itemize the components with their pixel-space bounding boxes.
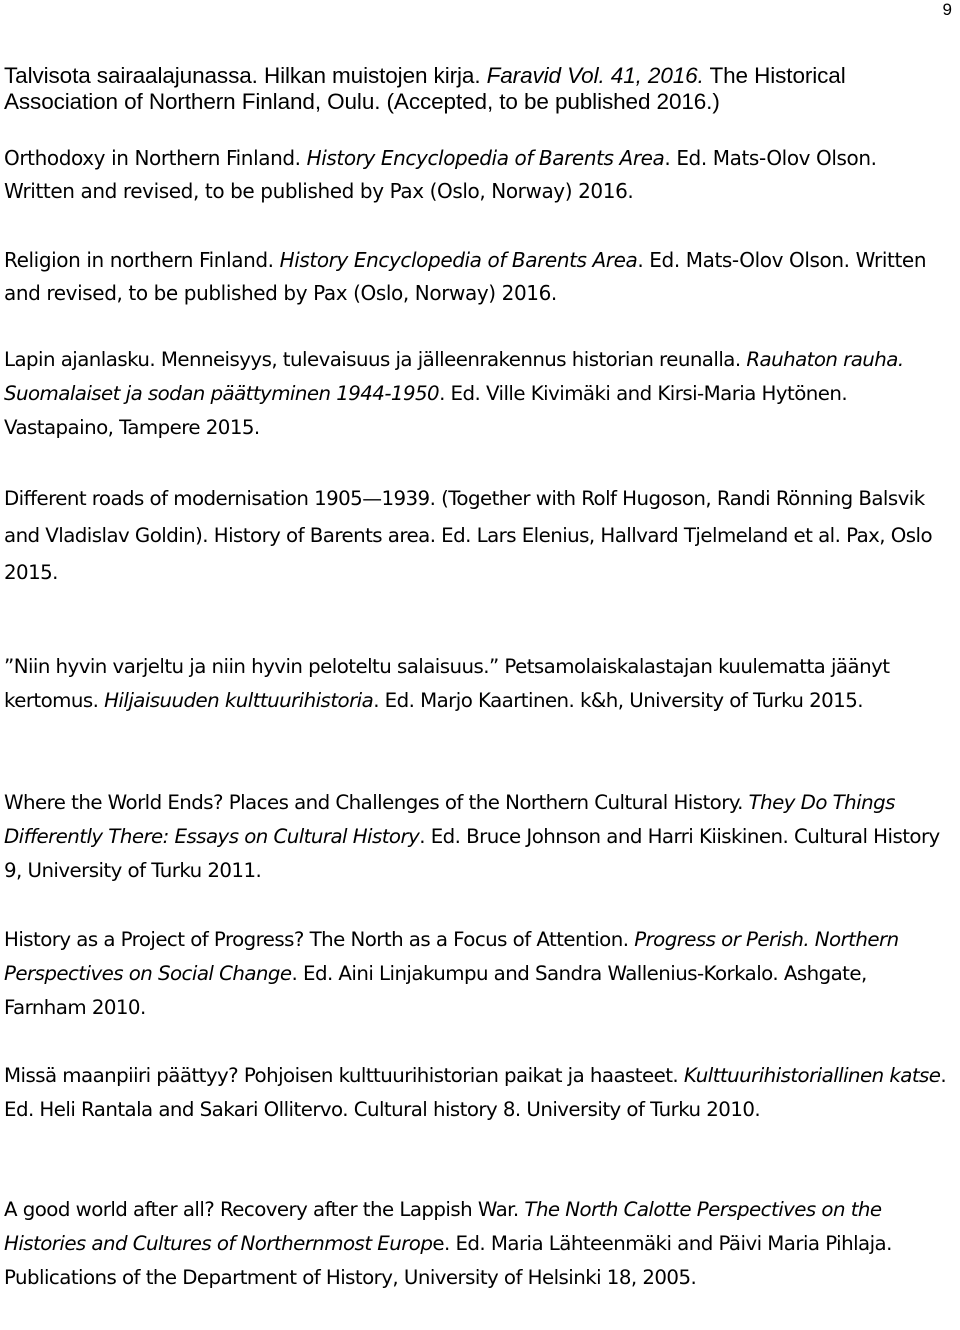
entry-publication: Kulttuurihistoriallinen katse <box>683 1064 941 1087</box>
entry-details: e. Ed. Maria Lähteenmäki and Päivi Maria Pihlaja. Publications of the Department of History, University of Helsinki 18, 2005. <box>4 1232 892 1289</box>
entry-publication: Rauhaton rauha. Suomalaiset ja sodan päättyminen 1944-1950 <box>4 348 904 405</box>
entry-details: . Ed. Mats-Olov Olson. Written and revised, to be published by Pax (Oslo, Norway) 2016. <box>4 248 927 305</box>
page-number: 9 <box>942 0 952 19</box>
entry-publication: They Do Things Differently There: Essays on Cultural History <box>4 791 895 848</box>
entry-details: . Ed. Mats-Olov Olson. Written and revised, to be published by Pax (Oslo, Norway) 2016. <box>4 146 877 203</box>
entry-details: . Ed. Heli Rantala and Sakari Ollitervo. Cultural history 8. University of Turku 2010. <box>4 1064 947 1121</box>
entry-publication: Progress or Perish. Northern Perspectives on Social Change <box>4 928 899 985</box>
entry-title: Lapin ajanlasku. Menneisyys, tulevaisuus ja jälleenrakennus historian reunalla. <box>4 348 747 371</box>
entry-details: The Historical Association of Northern Finland, Oulu. (Accepted, to be published 2016.) <box>4 63 846 114</box>
bibliography-entry <box>4 244 949 310</box>
entry-title: Talvisota sairaalajunassa. Hilkan muistojen kirja. <box>4 63 487 88</box>
entry-details: . Ed. Bruce Johnson and Harri Kiiskinen. Cultural History 9, University of Turku 2011. <box>4 825 940 882</box>
bibliography-entry <box>4 1193 949 1295</box>
bibliography-entry <box>4 142 949 208</box>
bibliography-entry <box>4 923 949 1025</box>
entry-title: Where the World Ends? Places and Challenges of the Northern Cultural History. <box>4 791 749 814</box>
entry-title: Missä maanpiiri päättyy? Pohjoisen kulttuurihistorian paikat ja haasteet. <box>4 1064 684 1087</box>
bibliography-entry <box>4 343 949 445</box>
bibliography-entry <box>4 480 949 591</box>
entry-details: . Ed. Ville Kivimäki and Kirsi-Maria Hytönen. Vastapaino, Tampere 2015. <box>4 382 848 439</box>
bibliography-entry <box>4 786 949 888</box>
entry-publication: History Encyclopedia of Barents Area <box>279 248 638 272</box>
entry-publication: History Encyclopedia of Barents Area <box>306 146 665 170</box>
entry-details: . Ed. Aini Linjakumpu and Sandra Wallenius-Korkalo. Ashgate, Farnham 2010. <box>4 962 867 1019</box>
entry-title: Orthodoxy in Northern Finland. <box>4 146 307 170</box>
entry-title: A good world after all? Recovery after the Lappish War. <box>4 1198 525 1221</box>
entry-title: ”Niin hyvin varjeltu ja niin hyvin peloteltu salaisuus.” Petsamolaiskalastajan kuulematta jäänyt kertomus. <box>4 655 890 712</box>
entry-title: History as a Project of Progress? The North as a Focus of Attention. <box>4 928 635 951</box>
entry-publication: The North Calotte Perspectives on the Histories and Cultures of Northernmost Europ <box>4 1198 882 1255</box>
entry-details: . Ed. Marjo Kaartinen. k&h, University of Turku 2015. <box>373 689 863 712</box>
bibliography-entry <box>4 650 949 718</box>
bibliography-entry <box>4 1059 949 1127</box>
bibliography-entry <box>4 63 949 115</box>
entry-publication: Hiljaisuuden kulttuurihistoria <box>104 689 374 712</box>
entry-text: Different roads of modernisation 1905—1939. (Together with Rolf Hugoson, Randi Rönning Balsvik and Vladislav Goldin). History of Barents area. Ed. Lars Elenius, Hallvard Tjelmeland et al. Pax, Oslo 2015. <box>4 487 933 584</box>
entry-title: Religion in northern Finland. <box>4 248 280 272</box>
entry-publication: Faravid Vol. 41, 2016. <box>486 63 704 88</box>
